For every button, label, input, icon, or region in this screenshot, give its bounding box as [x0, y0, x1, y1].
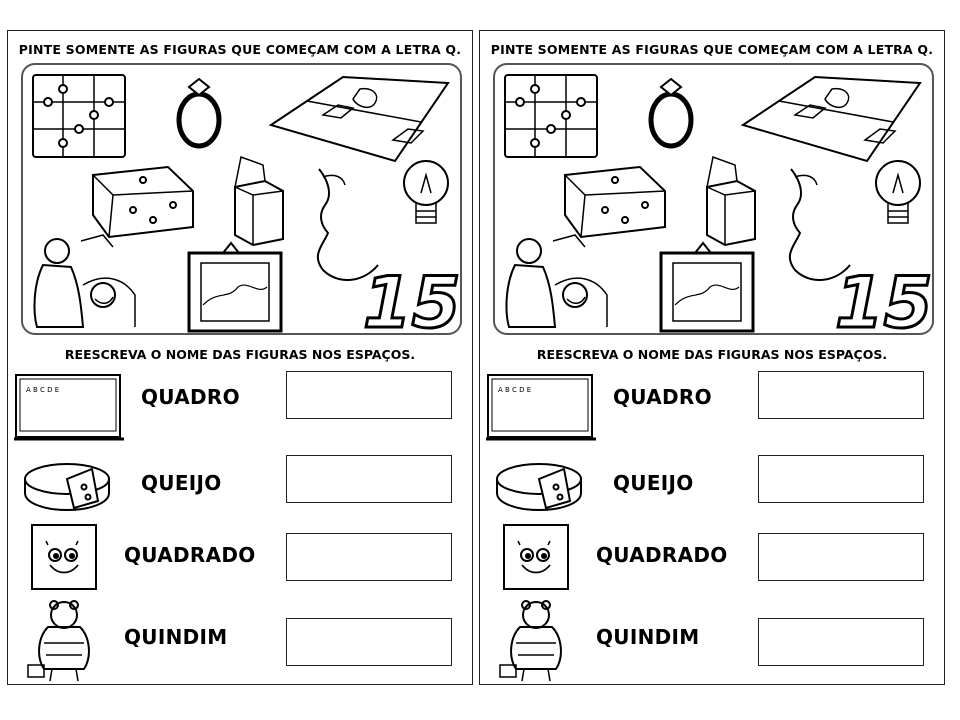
- ring-icon: [179, 79, 219, 146]
- word-queijo: QUEIJO: [141, 471, 222, 495]
- light-bulb-icon: [404, 161, 448, 223]
- pictures-panel: [21, 63, 462, 335]
- puzzle-icon: [505, 75, 597, 157]
- answer-box-2[interactable]: [286, 455, 452, 503]
- number-fifteen-icon: [363, 262, 460, 337]
- answer-box-3[interactable]: [286, 533, 452, 581]
- soccer-field-icon: [271, 77, 448, 161]
- box-icon: [707, 157, 755, 245]
- blackboard-icon: [14, 373, 124, 443]
- word-quadrado: QUADRADO: [124, 543, 256, 567]
- word-quindim: QUINDIM: [596, 625, 700, 649]
- picture-frame-icon: [661, 243, 753, 331]
- rewrite-instruction: REESCREVA O NOME DAS FIGURAS NOS ESPAÇOS.: [64, 347, 416, 362]
- instruction-title: PINTE SOMENTE AS FIGURAS QUE COMEÇAM COM A LETRA Q.: [490, 42, 934, 57]
- instruction-title: PINTE SOMENTE AS FIGURAS QUE COMEÇAM COM A LETRA Q.: [18, 42, 462, 57]
- answer-box-2[interactable]: [758, 455, 924, 503]
- cheese-wheel-icon: [494, 461, 584, 513]
- word-quadro: QUADRO: [613, 385, 712, 409]
- cheese-icon: [93, 167, 193, 237]
- answer-box-4[interactable]: [758, 618, 924, 666]
- number-fifteen-icon: [835, 262, 932, 337]
- svg-text:A B C D E: A B C D E: [26, 386, 60, 394]
- bear-character-icon: [24, 597, 104, 685]
- dentist-icon: [507, 235, 607, 327]
- pictures-panel: [493, 63, 934, 335]
- bear-character-icon: [496, 597, 576, 685]
- answer-box-1[interactable]: [758, 371, 924, 419]
- word-queijo: QUEIJO: [613, 471, 694, 495]
- word-quindim: QUINDIM: [124, 625, 228, 649]
- picture-frame-icon: [189, 243, 281, 331]
- ring-icon: [651, 79, 691, 146]
- worksheet-right: [479, 30, 945, 685]
- word-quadrado: QUADRADO: [596, 543, 728, 567]
- svg-text:15: 15: [363, 262, 461, 337]
- word-quadro: QUADRO: [141, 385, 240, 409]
- worksheet-left: [7, 30, 473, 685]
- cheese-wheel-icon: [22, 461, 112, 513]
- rewrite-instruction: REESCREVA O NOME DAS FIGURAS NOS ESPAÇOS.: [536, 347, 888, 362]
- svg-text:15: 15: [835, 262, 933, 337]
- light-bulb-icon: [876, 161, 920, 223]
- dentist-icon: [35, 235, 135, 327]
- puzzle-icon: [33, 75, 125, 157]
- svg-text:A B C D E: A B C D E: [498, 386, 532, 394]
- square-face-icon: [502, 523, 570, 591]
- soccer-field-icon: [743, 77, 920, 161]
- answer-box-4[interactable]: [286, 618, 452, 666]
- box-icon: [235, 157, 283, 245]
- square-face-icon: [30, 523, 98, 591]
- blackboard-icon: [486, 373, 596, 443]
- answer-box-1[interactable]: [286, 371, 452, 419]
- cheese-icon: [565, 167, 665, 237]
- answer-box-3[interactable]: [758, 533, 924, 581]
